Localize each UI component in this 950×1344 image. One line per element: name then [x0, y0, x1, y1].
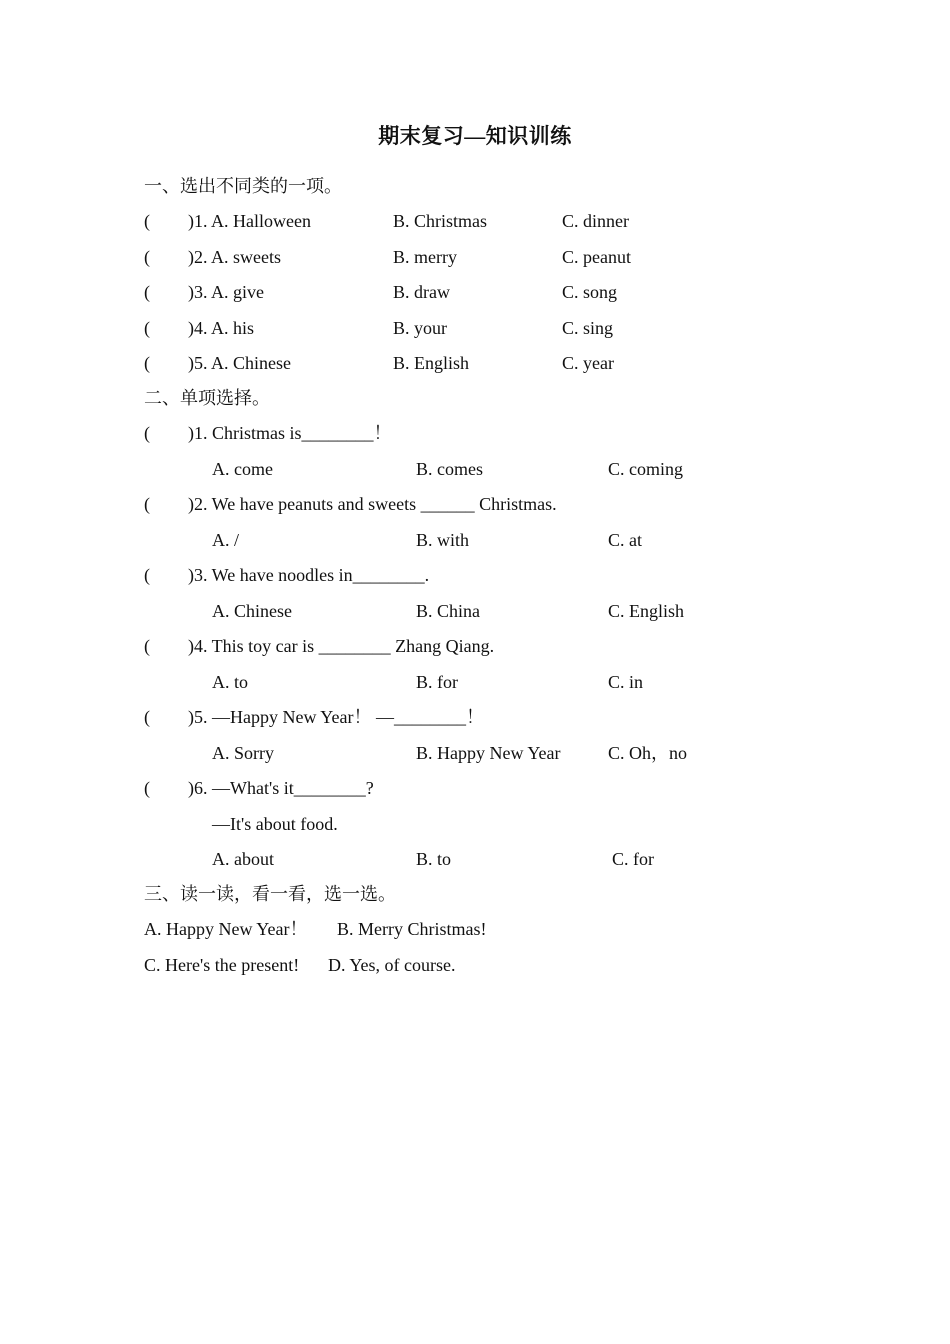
s1-question-1: ( )1. A. Halloween: [144, 211, 311, 231]
s2-q5-option-a: A. Sorry: [212, 743, 274, 763]
answer-paren[interactable]: (: [144, 778, 150, 798]
s2-q3-option-c: C. English: [608, 601, 685, 621]
section3-heading: 三、读一读，看一看，选一选。: [144, 884, 396, 904]
s1-q1-option-c: C. dinner: [562, 211, 629, 231]
s1-q4-option-c: C. sing: [562, 318, 614, 338]
s1-question-4: ( )4. A. his: [144, 318, 255, 338]
s3-option-c: C. Here's the present!: [144, 955, 300, 975]
s2-q1-option-b: B. comes: [416, 459, 483, 479]
s2-q3-option-a: A. Chinese: [212, 601, 292, 621]
section1-heading: 一、选出不同类的一项。: [144, 176, 342, 196]
s2-q1-option-c: C. coming: [608, 459, 683, 479]
s2-q1-option-a: A. come: [212, 459, 273, 479]
s1-question-5: ( )5. A. Chinese: [144, 353, 291, 373]
s1-question-2: ( )2. A. sweets: [144, 247, 281, 267]
section2-heading: 二、单项选择。: [144, 388, 270, 408]
s2-q2-option-a: A. /: [212, 530, 239, 550]
answer-paren[interactable]: (: [144, 565, 150, 585]
s1-q3-option-b: B. draw: [393, 282, 450, 302]
s2-q6-option-a: A. about: [212, 849, 274, 869]
s2-q6-option-c: C. for: [612, 849, 654, 869]
s1-question-3: ( )3. A. give: [144, 282, 264, 302]
s2-q4-option-c: C. in: [608, 672, 644, 692]
s3-option-a: A. Happy New Year！: [144, 919, 308, 939]
s1-q5-option-b: B. English: [393, 353, 470, 373]
page-title: 期末复习—知识训练: [378, 124, 572, 148]
s3-option-b: B. Merry Christmas!: [337, 919, 487, 939]
s3-option-d: D. Yes, of course.: [328, 955, 456, 975]
s2-question-3: ( )3. We have noodles in________.: [144, 565, 430, 585]
s2-q6-option-b: B. to: [416, 849, 452, 869]
s2-question-5: ( )5. —Happy New Year！ —________！: [144, 707, 484, 727]
s2-question-6: ( )6. —What's it________?: [144, 778, 374, 798]
answer-paren[interactable]: (: [144, 636, 150, 656]
s2-q3-option-b: B. China: [416, 601, 481, 621]
s2-q5-option-b: B. Happy New Year: [416, 743, 561, 763]
answer-paren[interactable]: (: [144, 318, 150, 338]
s2-q2-option-b: B. with: [416, 530, 470, 550]
s2-q4-option-a: A. to: [212, 672, 248, 692]
s2-q5-option-c: C. Oh，no: [608, 743, 688, 763]
s2-q2-option-c: C. at: [608, 530, 642, 550]
answer-paren[interactable]: (: [144, 247, 150, 267]
s2-question-1: ( )1. Christmas is________！: [144, 423, 392, 443]
answer-paren[interactable]: (: [144, 282, 150, 302]
s2-q6-answer-line: —It's about food.: [212, 814, 338, 834]
s1-q5-option-c: C. year: [562, 353, 614, 373]
s1-q3-option-c: C. song: [562, 282, 618, 302]
s1-q1-option-b: B. Christmas: [393, 211, 488, 231]
s2-q4-option-b: B. for: [416, 672, 458, 692]
s2-question-4: ( )4. This toy car is ________ Zhang Qiang.: [144, 636, 495, 656]
s1-q4-option-b: B. your: [393, 318, 447, 338]
answer-paren[interactable]: (: [144, 211, 150, 231]
answer-paren[interactable]: (: [144, 494, 150, 514]
s2-question-2: ( )2. We have peanuts and sweets ______ Christmas.: [144, 494, 557, 514]
answer-paren[interactable]: (: [144, 707, 150, 727]
s1-q2-option-c: C. peanut: [562, 247, 631, 267]
answer-paren[interactable]: (: [144, 353, 150, 373]
answer-paren[interactable]: (: [144, 423, 150, 443]
s1-q2-option-b: B. merry: [393, 247, 457, 267]
